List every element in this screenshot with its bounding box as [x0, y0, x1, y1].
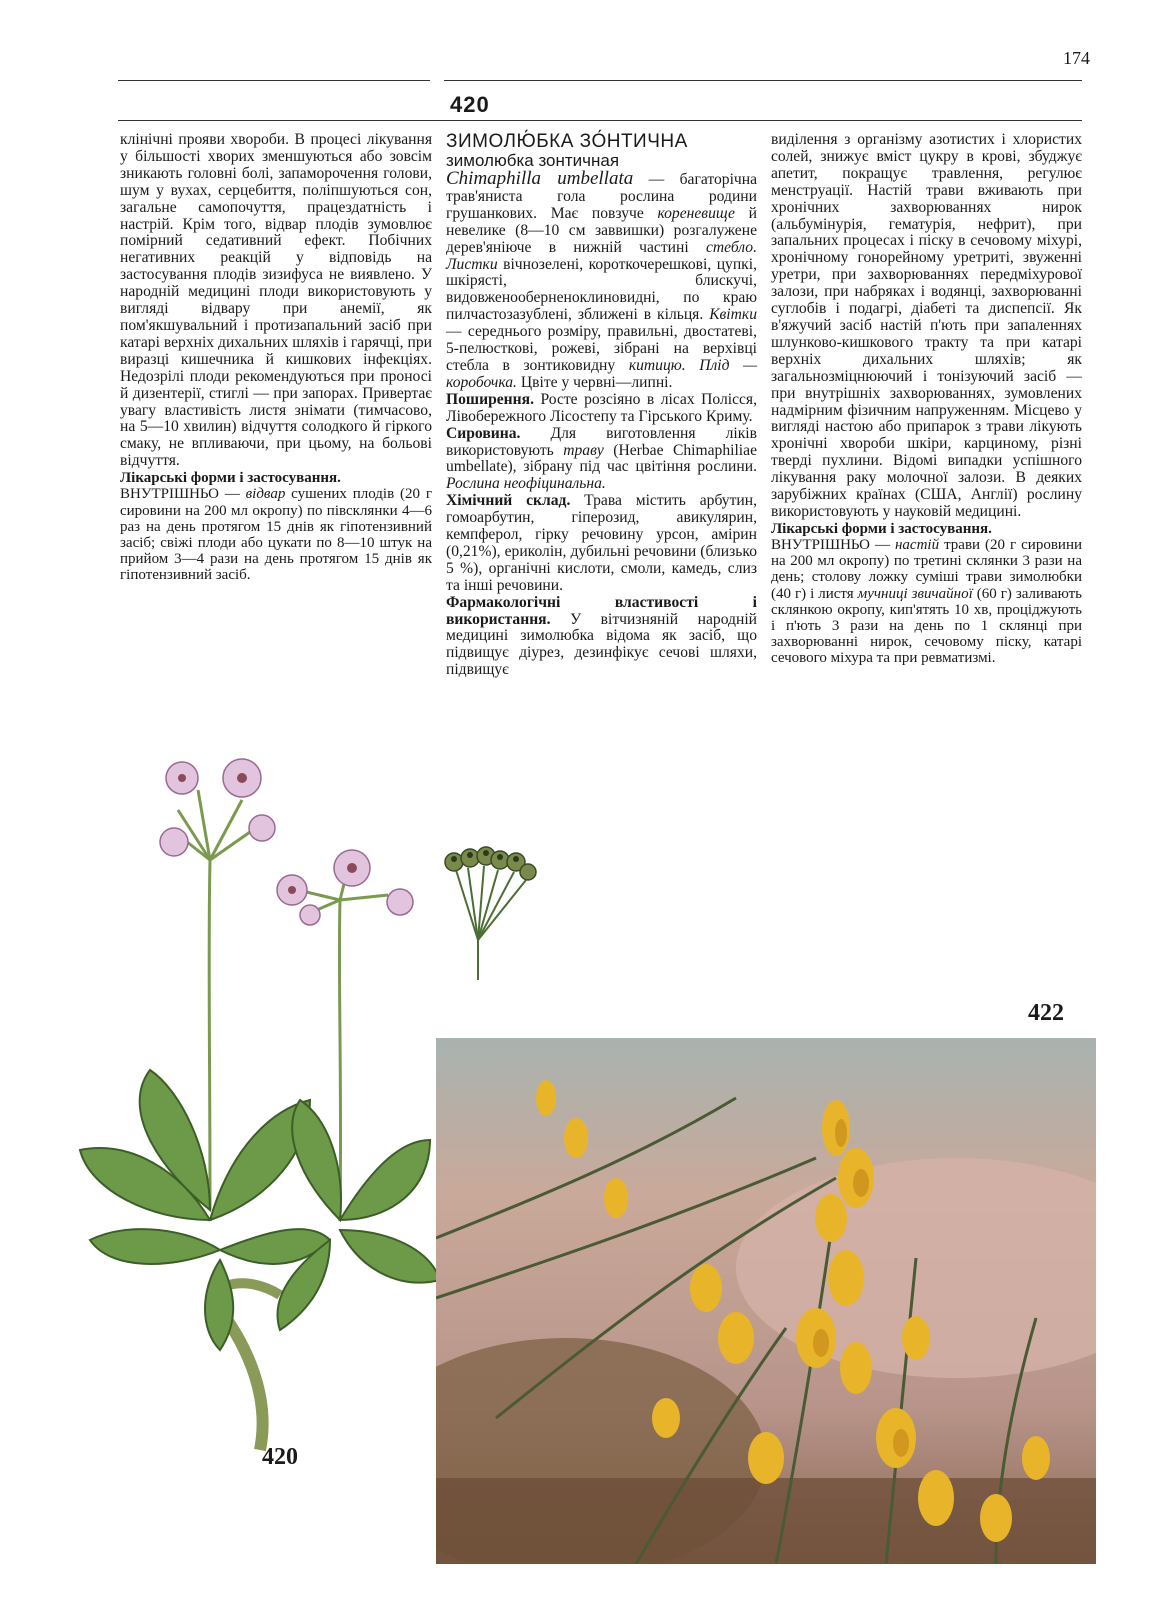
raw-note: Рослина неофіцинальна.: [446, 475, 606, 493]
raw-word: траву: [563, 441, 604, 459]
title-russian: зимолюбка зонтичная: [446, 151, 620, 170]
desc-part-4: — середнього розміру, правильні, двостатеві, 5-пелюсткові, рожеві, зібрані на верхівці стебла в зонтиковидну: [446, 323, 757, 374]
pharm-continued: виділення з організму азотистих і хлористих солей, знижує вміст цукру в крові, збуджує апетит, покращує травлення, регулює менструації. Настій трави вживають при хронічних захворюваннях нирок (альбумінурія, гематурія, нефрит), при запальних процесах і піску в сечовому міхурі, хронічному гонорейному уретриті, звуженні уретри, при захворюваннях передміхурової залози, при набряках і водянці, захворюванні суглобів і подагрі, діабеті та диспепсії. Як в'яжучий засіб настій п'ють при запаленнях шлунково-кишкового тракту та при катарі верхніх дихальних шляхів; як загальнозміцнюючий і тонізуючий засіб — при внутрішніх захворюваннях, зумовлених надмірним фізичним напруженням. Місцево у вигляді настою або припарок з трави лікують хронічні хвороби шкіри, карциному, різні тверді пухлини. Відомі випадки успішного лікування раку молочної залози. В деяких зарубіжних країнах (США, Англії) рослину використовують у науковій медицині.: [771, 131, 1082, 520]
desc-word-3: Квітки: [709, 306, 757, 324]
pharm-paragraph: [446, 595, 757, 680]
column-middle: [446, 132, 757, 679]
photo-figure-label: 422: [1028, 1000, 1064, 1026]
raw-heading: Сировина.: [446, 424, 521, 442]
top-rule-left: [118, 80, 430, 81]
column-right: [771, 132, 1082, 667]
title-latin: Chimaphilla umbellata: [446, 168, 634, 189]
forms-word-left: відвар: [245, 486, 286, 503]
forms-paragraph-right: [771, 537, 1082, 667]
spread-heading: Поширення.: [446, 390, 534, 408]
raw-paragraph: [446, 426, 757, 494]
pharm-text: У вітчизняній народній медицині зимолюбка відома як засіб, що підвищує діурез, дезинфікує сечові шляхи, підвищує: [446, 610, 757, 679]
desc-word-1: кореневище: [657, 204, 735, 222]
pharm-heading: Фармакологічні властивості і використання.: [446, 593, 757, 628]
desc-part-2: й невелике (8—10 см заввишки) розгалужене дерев'яніюче в нижній частині: [446, 204, 757, 256]
header-rule: [118, 120, 1082, 121]
forms-text-right-2: (60 г) заливають склянкою окропу, кип'ятять 10 хв, проціджують і п'ють 3 рази на день по 1 склянці при захворюванні нирок, сечовому піску, катарі сечового міхура та при ревматизмі.: [771, 585, 1083, 667]
raw-text-1: Для виготовлення ліків використовують: [446, 424, 757, 459]
top-rule-mid: [444, 80, 1082, 81]
chem-paragraph: [446, 493, 757, 594]
desc-part-5: Цвіте у червні—липні.: [520, 373, 673, 391]
forms-word-right-2: мучниці звичайної: [857, 585, 973, 602]
forms-lead-right: ВНУТРІШНЬО —: [771, 537, 890, 554]
zizyphus-text: клінічні прояви хвороби. В процесі лікування у більшості хворих зменшуються або зовсім зникають головні болі, запаморочення голови, шум у вухах, серцебиття, поліпшуються сон, загальне самопочуття, працездатність і настрій. Крім того, відвар плодів зумовлює помірний седативний ефект. Побічних негативних реакцій у відповідь на застосування плодів зизифуса не виявлено. У народній медицині плоди використовують у вигляді відвару при анемії, як пом'якшувальний і протизапальний засіб при катарі верхніх дихальних шляхів і гарячці, при виразці кишечника й кишкових інфекціях. Недозрілі плоди рекомендуються при проносі й дизентерії, стиглі — при запорах. Привертає увагу властивість листя знімати (тимчасово, на 5—10 хвилин) відчуття солодкого й гіркого смаку, не впливаючи, при цьому, на больові відчуття.: [120, 131, 432, 470]
spread-text: Росте розсіяно в лісах Полісся, Лівобережного Лісостепу та Гірського Криму.: [446, 390, 757, 425]
chem-text: Трава містить арбутин, гомоарбутин, гіперозид, авикулярин, кемпферол, гірку речовину урсон, амірин (0,21%), ериколін, дубильні речовини (близько 5 %), органічні кислоти, смоли, камедь, слиз та інші речовини.: [446, 492, 757, 594]
plant-figure-label: 420: [262, 1444, 298, 1470]
forms-paragraph-left: [120, 486, 432, 583]
photo-broom-plant: [436, 1038, 1096, 1564]
page-number: 174: [1063, 48, 1090, 68]
desc-part-3: вічнозелені, короткочерешкові, цупкі, шкірясті, блискучі, видовженооберненоклиновидні, по краю пилчастозазублені, зближені в кільця.: [446, 255, 757, 324]
desc-word-4: китицю. Плід — коробочка.: [446, 356, 757, 391]
forms-lead-left: ВНУТРІШНЬО —: [120, 486, 240, 503]
photo-graphic: [436, 1038, 1096, 1564]
column-left: [120, 132, 432, 584]
forms-word-right: настій: [894, 537, 940, 554]
forms-heading-left: Лікарські форми і застосування.: [120, 470, 341, 487]
article-number: 420: [450, 92, 490, 117]
spread-paragraph: [446, 392, 757, 426]
fruit-illustration: [436, 830, 546, 990]
chem-heading: Хімічний склад.: [446, 492, 571, 510]
forms-text-right-1: трави (20 г сировини на 200 мл окропу) по третині склянки 3 рази на день; столову ложку суміші трави зимолюбки (40 г) і листя: [771, 537, 1083, 602]
raw-text-2: (Herbae Chimaphiliae umbellate), зібрану під час цвітіння рослини.: [446, 441, 757, 476]
forms-heading-right: Лікарські форми і застосування.: [771, 520, 992, 537]
forms-text-left: сушених плодів (20 г сировини на 200 мл окропу) по півсклянки 4—6 раз на день протягом 15 днів як гіпотензивний засіб; свіжі плоди або цукати по 8—10 штук на прийом 3—4 рази на день протягом 15 днів як гіпотензивний засіб.: [120, 486, 432, 584]
desc-word-2: стебло. Листки: [446, 238, 757, 273]
title-ukrainian: ЗИМОЛЮ́БКА ЗО́НТИЧНА: [446, 131, 688, 152]
plant-illustration: [70, 750, 450, 1470]
description-paragraph: [446, 170, 757, 392]
desc-part-1: — багаторічна трав'яниста гола рослина родини грушанкових. Має повзуче: [446, 171, 758, 222]
